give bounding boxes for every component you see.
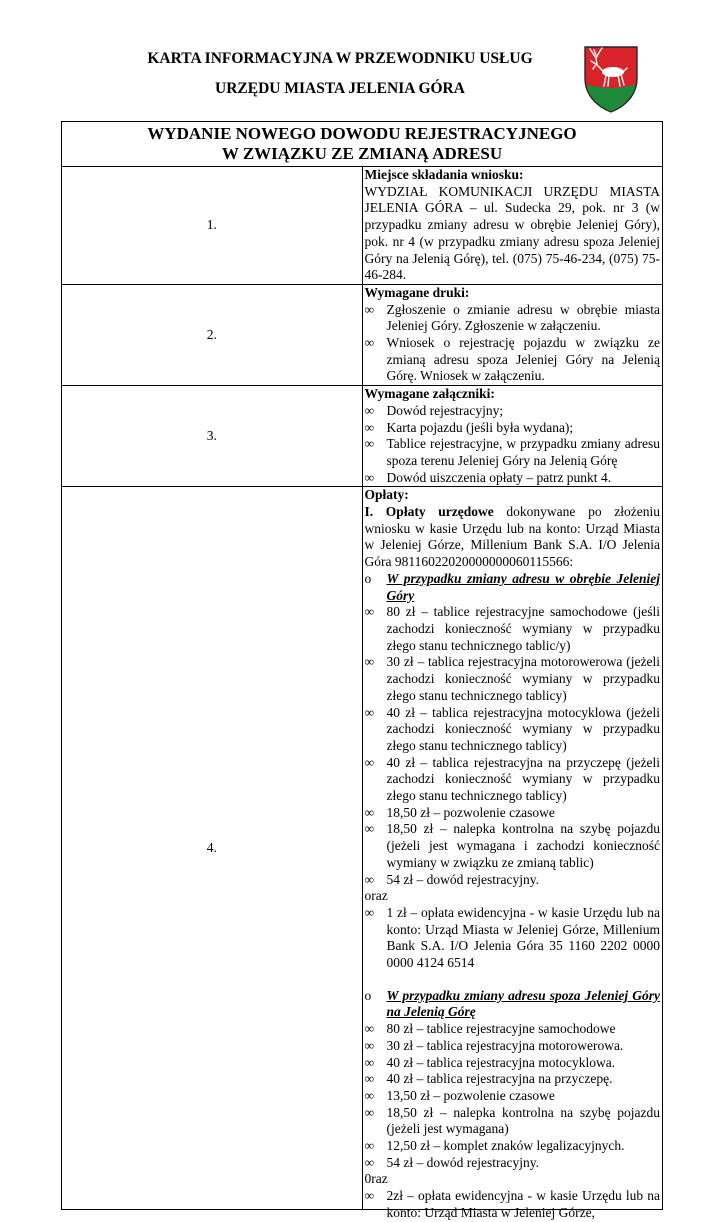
row-content [362, 284, 663, 385]
service-title-line-1: WYDANIE NOWEGO DOWODU REJESTRACYJNEGO [147, 124, 577, 143]
row-heading: Miejsce składania wniosku: [364, 167, 524, 182]
list-item: ∞ 2zł – opłata ewidencyjna - w kasie Urzędu lub na konto: Urząd Miasta w Jeleniej Górze, [364, 1188, 660, 1220]
list-item: ∞ Karta pojazdu (jeśli była wydana); [364, 419, 574, 435]
list-item: ∞ 18,50 zł – pozwolenie czasowe [364, 804, 555, 820]
list-item: ∞ Wniosek o rejestrację pojazdu w związku ze zmianą adresu spoza Jeleniej Góry na Jelenią Górę. Wniosek w załączeniu. [364, 335, 660, 384]
document-header [60, 50, 620, 98]
table-row [62, 167, 663, 285]
list-item: ∞ Dowód rejestracyjny; [364, 402, 504, 418]
bullet-icon: ∞ [364, 1054, 375, 1070]
bullet-icon: ∞ [364, 301, 375, 317]
bullet-icon: ∞ [364, 469, 375, 485]
subsection-title: o W przypadku zmiany adresu spoza Jeleniej Góry na Jelenią Górę [364, 987, 660, 1020]
row-heading: Opłaty: [364, 487, 409, 503]
list-item: ∞ Tablice rejestracyjne, w przypadku zmiany adresu spoza terenu Jeleniej Góry na Jelenią Górę [364, 436, 660, 468]
bullet-icon: ∞ [364, 1154, 375, 1170]
row-content [362, 386, 663, 487]
bullet-icon: ∞ [364, 654, 375, 670]
list-item: ∞ 54 zł – dowód rejestracyjny. [364, 871, 539, 887]
oraz-label: oraz [364, 888, 388, 904]
circle-bullet-icon: o [364, 570, 372, 586]
bullet-icon: ∞ [364, 1037, 375, 1053]
bullet-icon: ∞ [364, 1104, 375, 1120]
bullet-icon: ∞ [364, 804, 375, 820]
service-title [62, 122, 663, 167]
bullet-icon: ∞ [364, 436, 375, 452]
row-number: 3. [62, 386, 363, 487]
list-item: ∞ Zgłoszenie o zmianie adresu w obrębie miasta Jeleniej Góry. Zgłoszenie w załączeniu. [364, 301, 660, 334]
fees-intro: I. Opłaty urzędowe dokonywane po złożeniu wniosku w kasie Urzędu lub na konto: Urząd Miasta w Jeleniej Górze, Millenium Bank S.A. I/O Jelenia Góra 98116022020000000060115566: [364, 504, 660, 570]
row-content [362, 167, 663, 285]
list-item: ∞ 1 zł – opłata ewidencyjna - w kasie Urzędu lub na konto: Urząd Miasta w Jeleniej Górze, Millenium Bank S.A. I/O Jelenia Góra 35 1160 2202 0000 0000 4124 6514 [364, 904, 660, 971]
row-number: 2. [62, 284, 363, 385]
bullet-icon: ∞ [364, 1087, 375, 1103]
bullet-icon: ∞ [364, 704, 375, 720]
table-row [62, 284, 663, 385]
list-item: ∞ 40 zł – tablica rejestracyjna motocyklowa (jeżeli zachodzi konieczność wymiany w przypadku złego stanu technicznego tablicy) [364, 704, 660, 753]
row-text: WYDZIAŁ KOMUNIKACJI URZĘDU MIASTA JELENIA GÓRA – ul. Sudecka 29, pok. nr 3 (w przypadku zmiany adresu w obrębie Jeleniej Góry), pok. nr 4 (w przypadku zmiany adresu spoza Jeleniej Góry na Jelenią Górę), tel. (075) 75-46-234, (075) 75-46-284. [364, 183, 660, 283]
list-item: ∞ 30 zł – tablica rejestracyjna motorowerowa. [364, 1037, 624, 1053]
bullet-icon: ∞ [364, 1138, 375, 1154]
bullet-icon: ∞ [364, 1188, 375, 1204]
list-item: ∞ 80 zł – tablice rejestracyjne samochodowe (jeśli zachodzi konieczność wymiany w przypadku złego stanu technicznego tablic/y) [364, 604, 660, 653]
bullet-icon: ∞ [364, 1071, 375, 1087]
row-number: 4. [62, 487, 363, 1210]
circle-bullet-icon: o [364, 987, 372, 1003]
list-item: ∞ Dowód uiszczenia opłaty – patrz punkt 4. [364, 469, 612, 485]
bullet-icon: ∞ [364, 871, 375, 887]
row-number: 1. [62, 167, 363, 285]
list-item: ∞ 40 zł – tablica rejestracyjna na przyczepę (jeżeli zachodzi konieczność wymiany w przypadku złego stanu technicznego tablicy) [364, 754, 660, 804]
list-item: ∞ 80 zł – tablice rejestracyjne samochodowe [364, 1021, 616, 1037]
bullet-icon: ∞ [364, 904, 375, 920]
header-line-2: URZĘDU MIASTA JELENIA GÓRA [215, 80, 465, 97]
list-item: ∞ 18,50 zł – nalepka kontrolna na szybę pojazdu (jeżeli jest wymagana) [364, 1104, 660, 1137]
list-item: ∞ 40 zł – tablica rejestracyjna na przyczepę. [364, 1071, 613, 1087]
row-heading: Wymagane druki: [364, 284, 470, 300]
title-row [62, 122, 663, 167]
list-item: ∞ 12,50 zł – komplet znaków legalizacyjnych. [364, 1138, 625, 1154]
service-info-table [61, 121, 663, 1220]
list-item: ∞ 18,50 zł – nalepka kontrolna na szybę pojazdu (jeżeli jest wymagana i zachodzi konieczność wymiany w związku ze zmianą tablic) [364, 821, 660, 870]
table-row [62, 487, 663, 1210]
bullet-icon: ∞ [364, 821, 375, 837]
row-content [362, 487, 663, 1220]
bullet-icon: ∞ [364, 419, 375, 435]
list-item: ∞ 54 zł – dowód rejestracyjny. [364, 1154, 539, 1170]
subsection-title: o W przypadku zmiany adresu w obrębie Jeleniej Góry [364, 570, 660, 603]
list-item: ∞ 13,50 zł – pozwolenie czasowe [364, 1087, 555, 1103]
bullet-icon: ∞ [364, 335, 375, 351]
header-line-1: KARTA INFORMACYJNA W PRZEWODNIKU USŁUG [147, 50, 533, 67]
jelenia-gora-crest-icon [582, 44, 640, 114]
list-item: ∞ 40 zł – tablica rejestracyjna motocyklowa. [364, 1054, 616, 1070]
bullet-icon: ∞ [364, 402, 375, 418]
bullet-icon: ∞ [364, 754, 375, 770]
row-heading: Wymagane załączniki: [364, 386, 495, 402]
bullet-icon: ∞ [364, 604, 375, 620]
list-item: ∞ 30 zł – tablica rejestracyjna motorowerowa (jeżeli zachodzi konieczność wymiany w przypadku złego stanu technicznego tablicy) [364, 654, 660, 703]
table-row [62, 386, 663, 487]
oraz-label: 0raz [364, 1171, 388, 1187]
service-title-line-2: W ZWIĄZKU ZE ZMIANĄ ADRESU [221, 144, 503, 163]
bullet-icon: ∞ [364, 1021, 375, 1037]
